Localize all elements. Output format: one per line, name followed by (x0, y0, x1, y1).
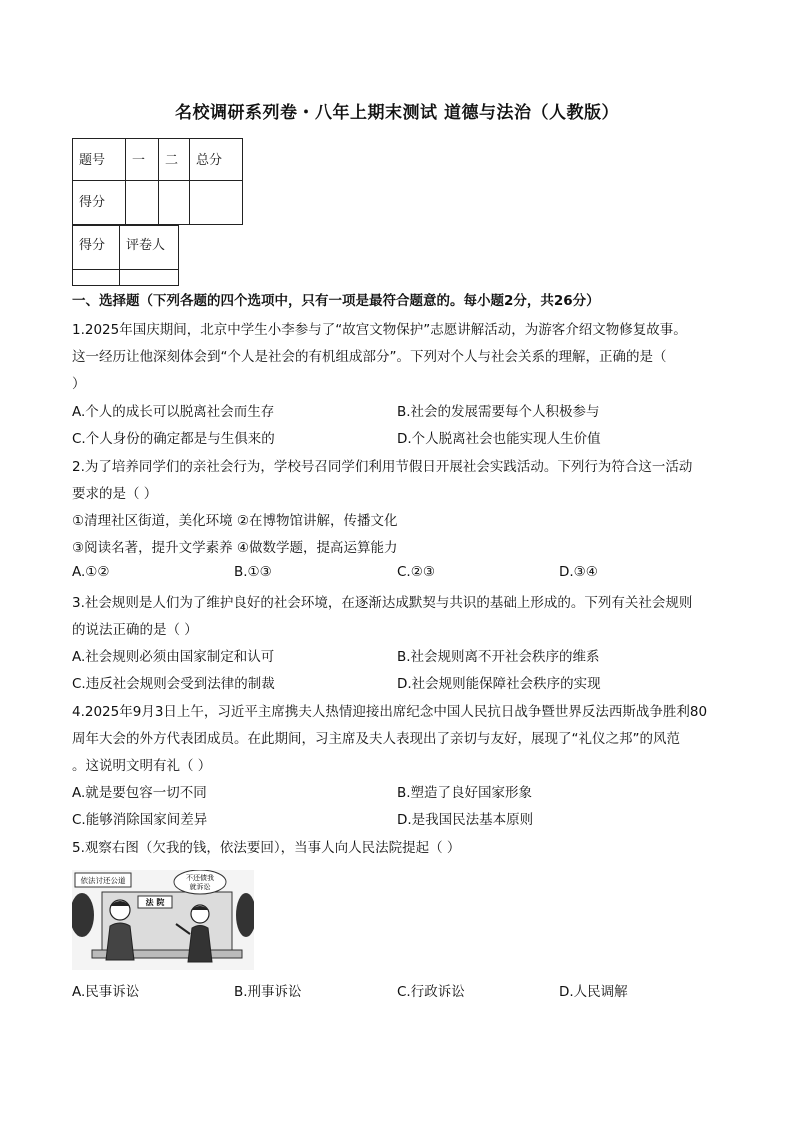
grader-cell-score (73, 270, 120, 286)
score-cell-one (126, 181, 159, 225)
q4-option-a[interactable]: A.就是要包容一切不同 (72, 785, 207, 801)
grader-cell-grader (120, 270, 179, 286)
court-sign-text: 法 院 (145, 898, 165, 907)
q3-option-b[interactable]: B.社会规则离不开社会秩序的维系 (397, 649, 600, 665)
q1-line-2: 这一经历让他深刻体会到“个人是社会的有机组成部分”。下列对个人与社会关系的理解，正确的是（ (72, 349, 667, 365)
score-header-number: 题号 (73, 139, 126, 181)
q4-line-2: 周年大会的外方代表团成员。在此期间，习主席及夫人表现出了亲切与友好，展现了“礼仪之邦”的风范 (72, 731, 680, 747)
score-cell-total (190, 181, 243, 225)
q5-line-1: 5.观察右图（欠我的钱，依法要回），当事人向人民法院提起（ ） (72, 840, 461, 856)
q4-option-b[interactable]: B.塑造了良好国家形象 (397, 785, 533, 801)
right-bubble-text-1: 不还债我 (186, 874, 214, 882)
q2-line-3: ①清理社区街道，美化环境 ②在博物馆讲解，传播文化 (72, 513, 398, 529)
section-heading: 一、选择题（下列各题的四个选项中，只有一项是最符合题意的。每小题2分，共26分） (72, 293, 600, 309)
court-cartoon-image (72, 870, 254, 970)
q2-line-1: 2.为了培养同学们的亲社会行为，学校号召同学们利用节假日开展社会实践活动。下列行为符合这一活动 (72, 459, 693, 475)
q1-option-b[interactable]: B.社会的发展需要每个人积极参与 (397, 404, 600, 420)
q5-option-c[interactable]: C.行政诉讼 (397, 984, 465, 1000)
left-sign-text: 依法讨还公道 (80, 876, 126, 885)
q2-option-d[interactable]: D.③④ (559, 564, 598, 580)
q2-option-c[interactable]: C.②③ (397, 564, 435, 580)
q3-line-1: 3.社会规则是人们为了维护良好的社会环境，在逐渐达成默契与共识的基础上形成的。下列有关社会规则 (72, 595, 693, 611)
q1-option-c[interactable]: C.个人身份的确定都是与生俱来的 (72, 431, 275, 447)
q5-option-d[interactable]: D.人民调解 (559, 984, 628, 1000)
q2-option-b[interactable]: B.①③ (234, 564, 272, 580)
score-row-label: 得分 (73, 181, 126, 225)
q4-option-d[interactable]: D.是我国民法基本原则 (397, 812, 534, 828)
score-cell-two (159, 181, 190, 225)
score-header-two: 二 (159, 139, 190, 181)
right-bubble-text-2: 就诉讼 (189, 883, 211, 891)
q4-line-1: 4.2025年9月3日上午，习近平主席携夫人热情迎接出席纪念中国人民抗日战争暨世界反法西斯战争胜利80 (72, 704, 708, 720)
q3-option-c[interactable]: C.违反社会规则会受到法律的制裁 (72, 676, 275, 692)
q5-option-b[interactable]: B.刑事诉讼 (234, 984, 302, 1000)
grader-table (72, 225, 179, 286)
q4-option-c[interactable]: C.能够消除国家间差异 (72, 812, 208, 828)
score-header-one: 一 (126, 139, 159, 181)
grader-header-grader: 评卷人 (120, 226, 179, 270)
page-title: 名校调研系列卷・八年上期末测试 道德与法治（人教版） (175, 103, 619, 123)
q2-line-2: 要求的是（ ） (72, 486, 158, 502)
q1-option-d[interactable]: D.个人脱离社会也能实现人生价值 (397, 431, 601, 447)
q3-line-2: 的说法正确的是（ ） (72, 622, 198, 638)
q3-option-d[interactable]: D.社会规则能保障社会秩序的实现 (397, 676, 601, 692)
score-header-total: 总分 (190, 139, 243, 181)
q3-option-a[interactable]: A.社会规则必须由国家制定和认可 (72, 649, 275, 665)
q4-line-3: 。这说明文明有礼（ ） (72, 758, 212, 774)
grader-header-score: 得分 (73, 226, 120, 270)
q1-option-a[interactable]: A.个人的成长可以脱离社会而生存 (72, 404, 275, 420)
q1-line-1: 1.2025年国庆期间，北京中学生小李参与了“故宫文物保护”志愿讲解活动，为游客介绍文物修复故事。 (72, 322, 687, 338)
q2-option-a[interactable]: A.①② (72, 564, 110, 580)
q5-option-a[interactable]: A.民事诉讼 (72, 984, 140, 1000)
score-table (72, 138, 243, 225)
q1-line-3: ） (72, 376, 86, 392)
q2-line-4: ③阅读名著，提升文学素养 ④做数学题，提高运算能力 (72, 540, 398, 556)
